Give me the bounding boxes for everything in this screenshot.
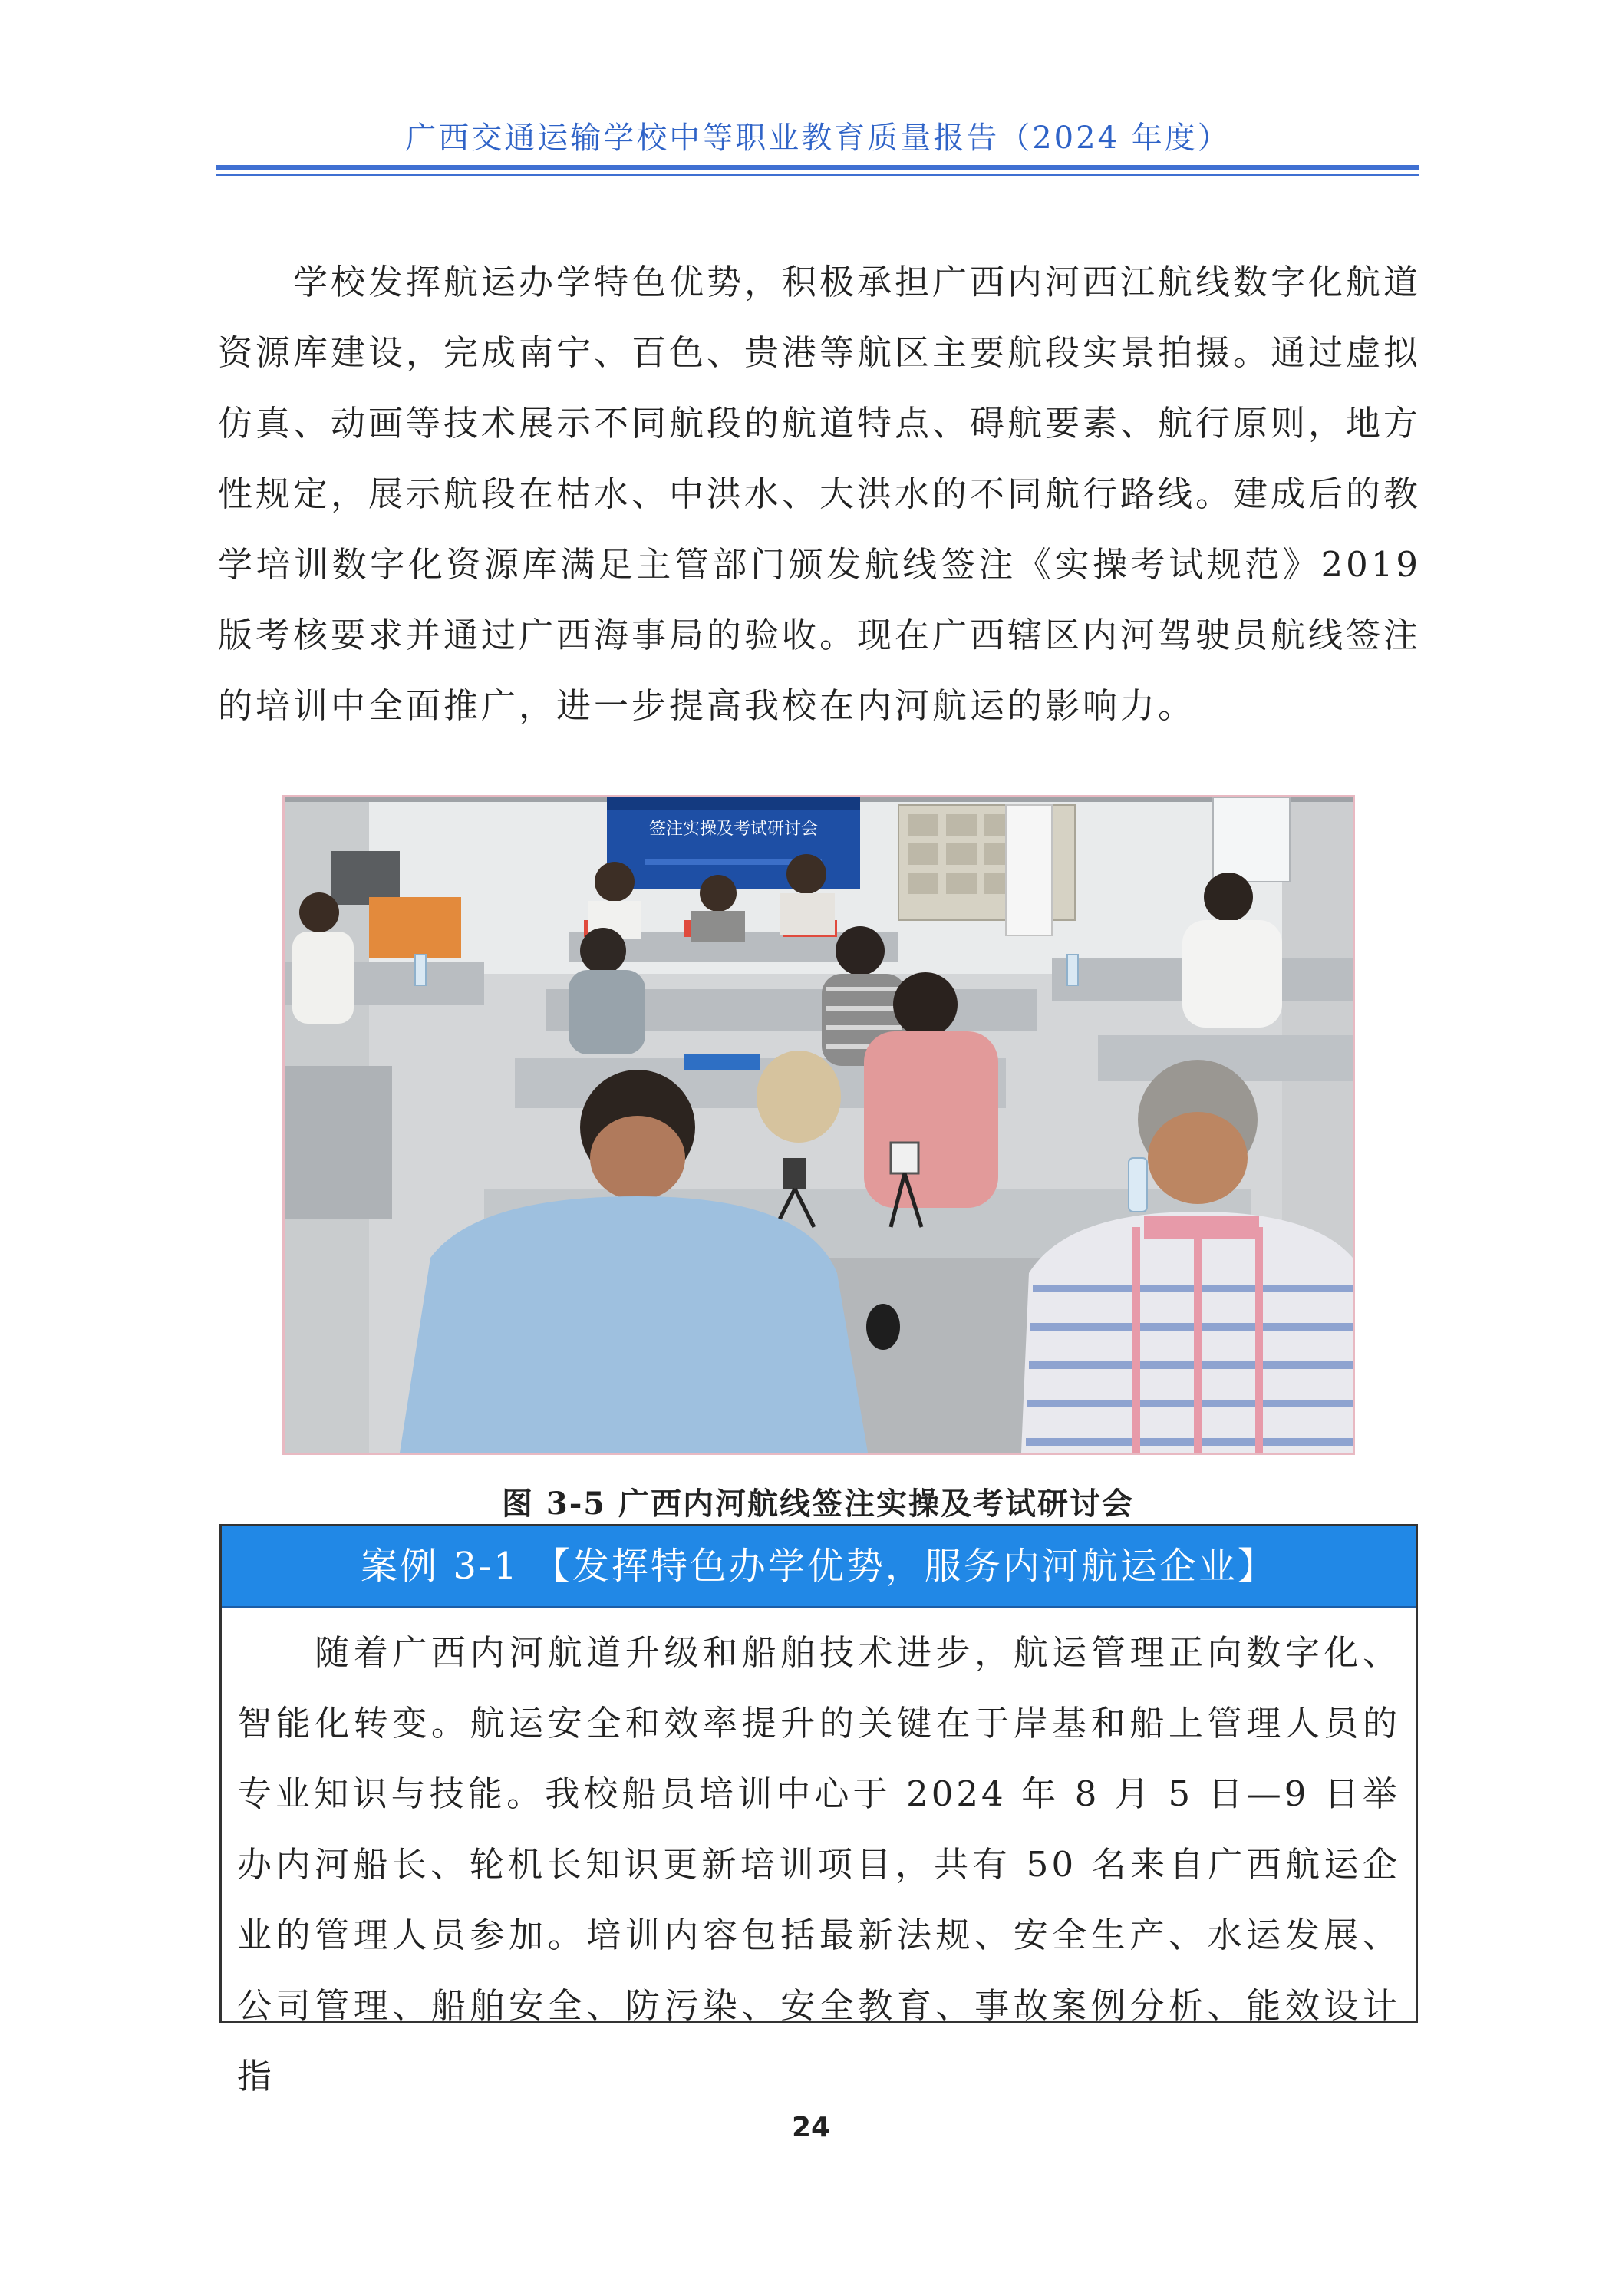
header-rule-thin	[216, 174, 1419, 176]
body-paragraph: 学校发挥航运办学特色优势，积极承担广西内河西江航线数字化航道资源库建设，完成南宁、百色、贵港等航区主要航段实景拍摄。通过虚拟仿真、动画等技术展示不同航段的航道特点、碍航要素、航行原则，地方性规定，展示航段在枯水、中洪水、大洪水的不同航行路线。建成后的教学培训数字化资源库满足主管部门颁发航线签注《实操考试规范》2019 版考核要求并通过广西海事局的验收。现在广西辖区内河驾驶员航线签注的培训中全面推广，进一步提高我校在内河航运的影响力。	[218, 262, 1422, 726]
case-study-text: 随着广西内河航道升级和船舶技术进步，航运管理正向数字化、智能化转变。航运安全和效率提升的关键在于岸基和船上管理人员的专业知识与技能。我校船员培训中心于 2024 年 8 月 5 日—9 日举办内河船长、轮机长知识更新培训项目，共有 50 名来自广西航运企业的管理人员参加。培训内容包括最新法规、安全生产、水运发展、公司管理、船舶安全、防污染、安全教育、事故案例分析、能效设计指	[237, 1632, 1400, 2096]
header-rule-thick	[216, 165, 1419, 170]
case-study-title: 案例 3-1 【发挥特色办学优势，服务内河航运企业】	[222, 1526, 1416, 1608]
figure-caption: 图 3-5 广西内河航线签注实操及考试研讨会	[501, 1486, 1135, 1522]
page-header-title: 广西交通运输学校中等职业教育质量报告（2024 年度）	[405, 120, 1231, 156]
page-number: 24	[791, 2112, 831, 2143]
seminar-photo	[282, 795, 1355, 1455]
case-study-box	[219, 1524, 1418, 2096]
screen-text: 签注实操及考试研讨会	[648, 820, 819, 839]
